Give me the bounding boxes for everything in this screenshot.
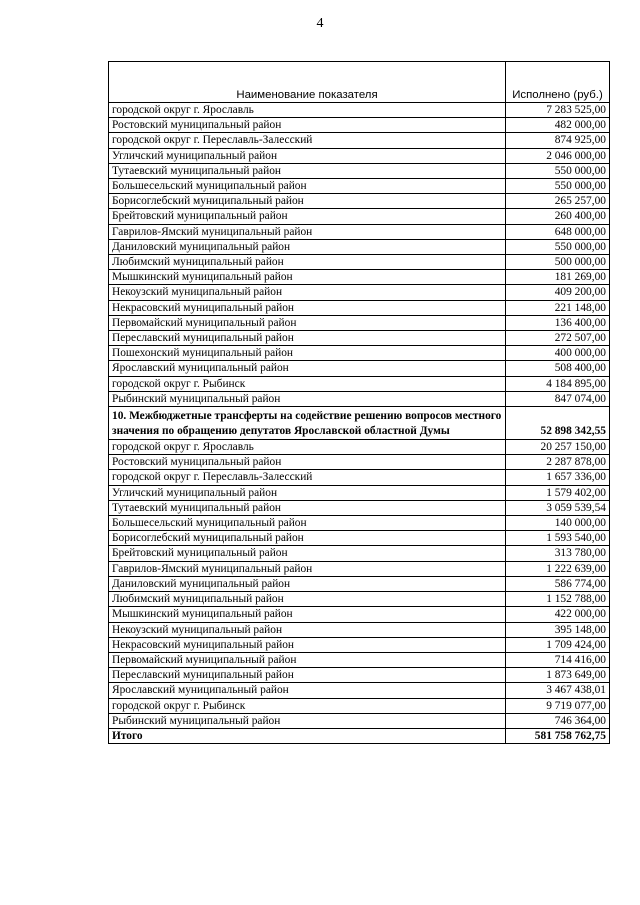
row-value: 272 507,00 — [506, 331, 610, 346]
table-row — [109, 285, 610, 300]
row-value: 648 000,00 — [506, 224, 610, 239]
row-value: 313 780,00 — [506, 546, 610, 561]
row-value: 136 400,00 — [506, 315, 610, 330]
row-name: городской округ г. Переславль-Залесский — [109, 470, 506, 485]
table-header-row — [109, 62, 610, 103]
row-name: Большесельский муниципальный район — [109, 179, 506, 194]
table-footer — [109, 728, 610, 743]
row-value: 409 200,00 — [506, 285, 610, 300]
table-row — [109, 118, 610, 133]
row-name: Рыбинский муниципальный район — [109, 391, 506, 406]
table-row — [109, 576, 610, 591]
row-name: городской округ г. Рыбинск — [109, 698, 506, 713]
row-name: Некоузский муниципальный район — [109, 622, 506, 637]
table-row — [109, 346, 610, 361]
row-value: 874 925,00 — [506, 133, 610, 148]
row-value: 265 257,00 — [506, 194, 610, 209]
table-row — [109, 622, 610, 637]
table-row — [109, 103, 610, 118]
table-row — [109, 194, 610, 209]
row-name: Некрасовский муниципальный район — [109, 300, 506, 315]
table-row — [109, 361, 610, 376]
table-row — [109, 637, 610, 652]
total-row — [109, 728, 610, 743]
table-row — [109, 607, 610, 622]
section-10 — [109, 407, 610, 440]
row-name: Переславский муниципальный район — [109, 331, 506, 346]
table-row — [109, 698, 610, 713]
row-value: 1 657 336,00 — [506, 470, 610, 485]
row-name: городской округ г. Рыбинск — [109, 376, 506, 391]
row-value: 9 719 077,00 — [506, 698, 610, 713]
table-row — [109, 455, 610, 470]
total-label: Итого — [109, 728, 506, 743]
table-row — [109, 592, 610, 607]
table-row — [109, 209, 610, 224]
row-name: городской округ г. Переславль-Залесский — [109, 133, 506, 148]
row-name: Угличский муниципальный район — [109, 148, 506, 163]
table-row — [109, 331, 610, 346]
table-body-b — [109, 440, 610, 729]
row-value: 714 416,00 — [506, 652, 610, 667]
row-value: 586 774,00 — [506, 576, 610, 591]
table-row — [109, 163, 610, 178]
row-value: 1 873 649,00 — [506, 668, 610, 683]
row-name: Ростовский муниципальный район — [109, 455, 506, 470]
row-value: 4 184 895,00 — [506, 376, 610, 391]
row-name: Гаврилов-Ямский муниципальный район — [109, 561, 506, 576]
row-value: 3 467 438,01 — [506, 683, 610, 698]
row-name: Ростовский муниципальный район — [109, 118, 506, 133]
total-value: 581 758 762,75 — [506, 728, 610, 743]
table-row — [109, 683, 610, 698]
table-row — [109, 546, 610, 561]
row-name: Тутаевский муниципальный район — [109, 500, 506, 515]
table-row — [109, 133, 610, 148]
table-row — [109, 239, 610, 254]
table-row — [109, 148, 610, 163]
row-name: городской округ г. Ярославль — [109, 440, 506, 455]
table-row — [109, 470, 610, 485]
row-value: 847 074,00 — [506, 391, 610, 406]
row-name: Даниловский муниципальный район — [109, 576, 506, 591]
row-name: Некоузский муниципальный район — [109, 285, 506, 300]
row-value: 482 000,00 — [506, 118, 610, 133]
row-value: 746 364,00 — [506, 713, 610, 728]
row-name: Брейтовский муниципальный район — [109, 209, 506, 224]
row-name: Ярославский муниципальный район — [109, 683, 506, 698]
row-name: Тутаевский муниципальный район — [109, 163, 506, 178]
row-value: 1 579 402,00 — [506, 485, 610, 500]
table-row — [109, 179, 610, 194]
row-name: Пошехонский муниципальный район — [109, 346, 506, 361]
row-name: Большесельский муниципальный район — [109, 516, 506, 531]
column-header-value: Исполнено (руб.) — [506, 62, 610, 103]
row-value: 1 709 424,00 — [506, 637, 610, 652]
row-value: 550 000,00 — [506, 179, 610, 194]
row-value: 395 148,00 — [506, 622, 610, 637]
row-value: 20 257 150,00 — [506, 440, 610, 455]
row-name: Переславский муниципальный район — [109, 668, 506, 683]
table-row — [109, 485, 610, 500]
table-row — [109, 315, 610, 330]
row-name: Первомайский муниципальный район — [109, 315, 506, 330]
row-value: 140 000,00 — [506, 516, 610, 531]
budget-table — [108, 61, 610, 744]
row-value: 2 046 000,00 — [506, 148, 610, 163]
row-value: 260 400,00 — [506, 209, 610, 224]
row-value: 221 148,00 — [506, 300, 610, 315]
section-title: 10. Межбюджетные трансферты на содействие решению вопросов местного значения по обращению депутатов Ярославской областной Думы — [109, 407, 506, 440]
table-row — [109, 376, 610, 391]
row-value: 1 152 788,00 — [506, 592, 610, 607]
row-value: 500 000,00 — [506, 255, 610, 270]
row-name: Даниловский муниципальный район — [109, 239, 506, 254]
table-row — [109, 561, 610, 576]
row-name: Борисоглебский муниципальный район — [109, 194, 506, 209]
row-name: Угличский муниципальный район — [109, 485, 506, 500]
section-value: 52 898 342,55 — [506, 407, 610, 440]
table-row — [109, 300, 610, 315]
row-value: 2 287 878,00 — [506, 455, 610, 470]
table-row — [109, 391, 610, 406]
row-name: Любимский муниципальный район — [109, 255, 506, 270]
row-value: 550 000,00 — [506, 239, 610, 254]
row-value: 1 222 639,00 — [506, 561, 610, 576]
row-name: Любимский муниципальный район — [109, 592, 506, 607]
table-row — [109, 255, 610, 270]
row-name: Ярославский муниципальный район — [109, 361, 506, 376]
row-value: 400 000,00 — [506, 346, 610, 361]
table-row — [109, 516, 610, 531]
row-value: 422 000,00 — [506, 607, 610, 622]
row-value: 1 593 540,00 — [506, 531, 610, 546]
table-row — [109, 270, 610, 285]
row-name: Гаврилов-Ямский муниципальный район — [109, 224, 506, 239]
table-row — [109, 500, 610, 515]
row-value: 508 400,00 — [506, 361, 610, 376]
row-value: 7 283 525,00 — [506, 103, 610, 118]
page-number: 4 — [316, 16, 324, 31]
row-name: Мышкинский муниципальный район — [109, 270, 506, 285]
table-body-a — [109, 103, 610, 407]
row-name: Мышкинский муниципальный район — [109, 607, 506, 622]
table-row — [109, 713, 610, 728]
row-name: Борисоглебский муниципальный район — [109, 531, 506, 546]
row-name: Некрасовский муниципальный район — [109, 637, 506, 652]
table-row — [109, 440, 610, 455]
row-value: 3 059 539,54 — [506, 500, 610, 515]
row-name: Рыбинский муниципальный район — [109, 713, 506, 728]
table-row — [109, 668, 610, 683]
column-header-name: Наименование показателя — [109, 62, 506, 103]
section-row — [109, 407, 610, 440]
table-row — [109, 224, 610, 239]
table-row — [109, 652, 610, 667]
row-name: городской округ г. Ярославль — [109, 103, 506, 118]
row-name: Первомайский муниципальный район — [109, 652, 506, 667]
row-name: Брейтовский муниципальный район — [109, 546, 506, 561]
row-value: 181 269,00 — [506, 270, 610, 285]
row-value: 550 000,00 — [506, 163, 610, 178]
table-row — [109, 531, 610, 546]
